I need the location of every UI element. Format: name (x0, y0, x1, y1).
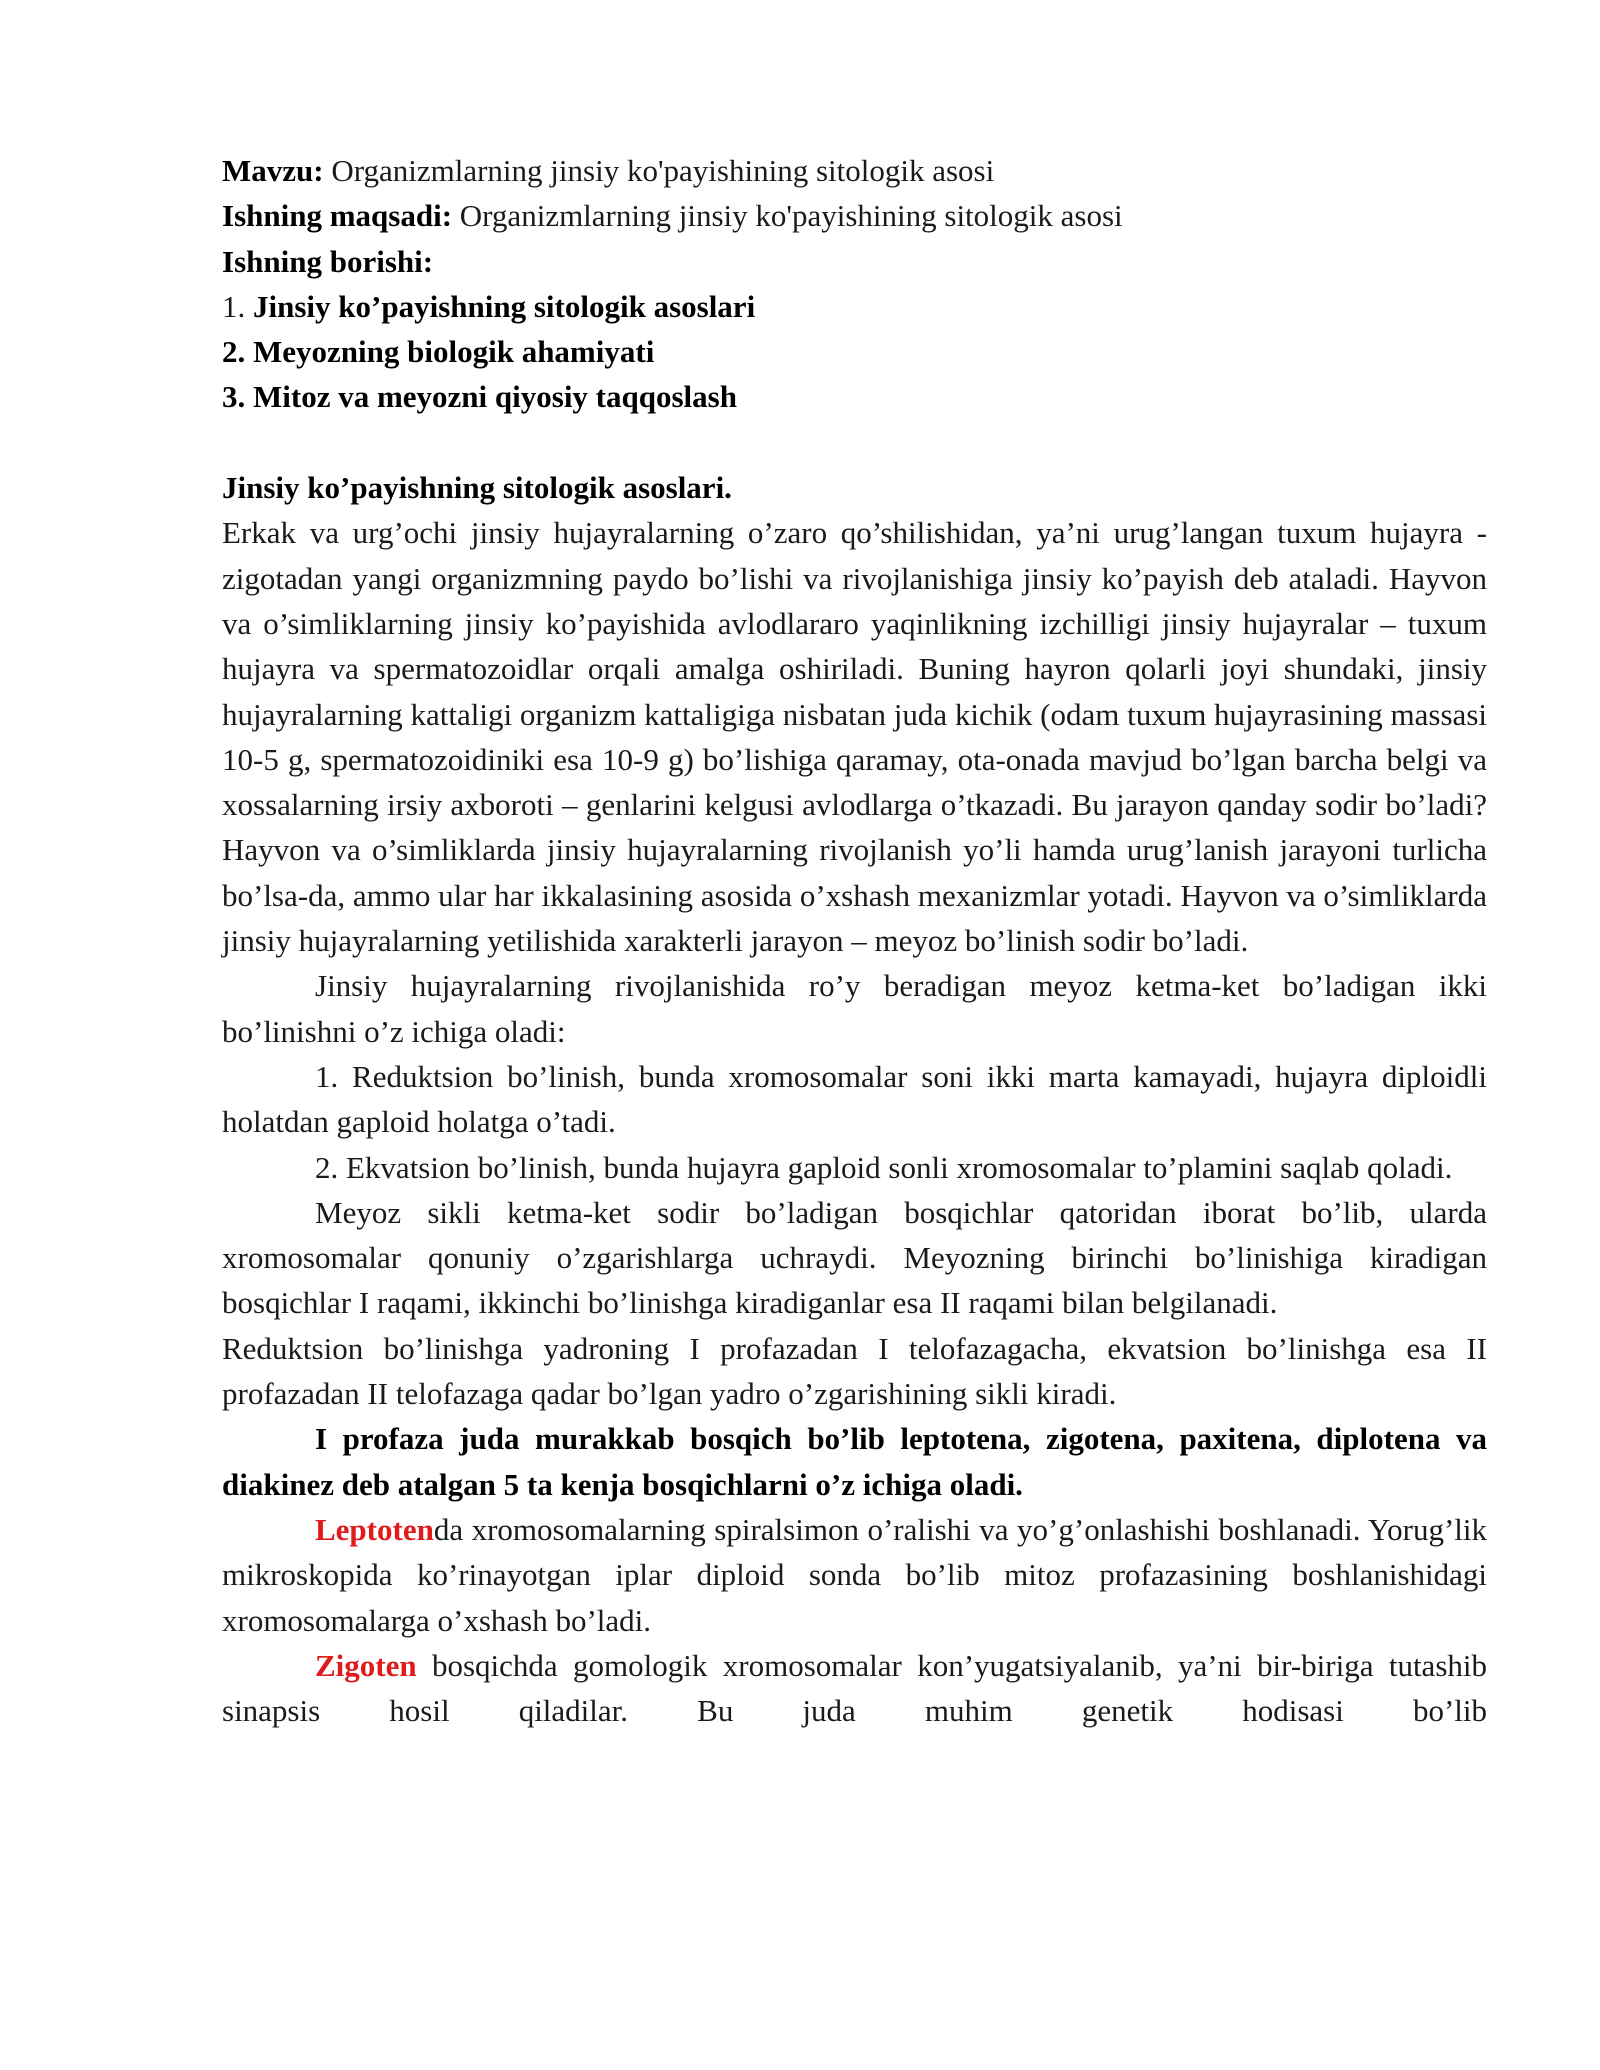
plan-item-3 (222, 374, 1487, 419)
topic-line (222, 148, 1487, 193)
paragraph-zygotene (222, 1643, 1487, 1734)
plan-item-1-number: 1. (222, 288, 253, 324)
paragraph-equation: 2. Ekvatsion bo’linish, bunda hujayra gaploid sonli xromosomalar to’plamini saqlab qoladi. (315, 1149, 1453, 1185)
topic-label: Mavzu: (222, 153, 324, 188)
topic-text: Organizmlarning jinsiy ko'payishining sitologik asosi (323, 153, 995, 188)
goal-line (222, 193, 1487, 238)
plan-item-1 (222, 284, 1487, 329)
plan-item-3-text: 3. Mitoz va meyozni qiyosiy taqqoslash (222, 379, 737, 415)
zygotene-term: Zigoten (315, 1647, 417, 1683)
procedure-heading (222, 239, 1487, 284)
blank-line (222, 420, 1487, 465)
paragraph-2: Jinsiy hujayralarning rivojlanishida ro’y beradigan meyoz ketma-ket bo’ladigan ikki bo’linishni o’z ichiga oladi: (222, 968, 1487, 1049)
prophase-text: I profaza juda murakkab bosqich bo’lib leptotena, zigotena, paxitena, diplotena va diakinez deb atalgan 5 ta kenja bosqichlarni o’z ichiga oladi. (222, 1421, 1487, 1502)
document-page (222, 148, 1487, 1733)
goal-label: Ishning maqsadi: (222, 198, 453, 234)
goal-text: Organizmlarning jinsiy ko'payishining sitologik asosi (452, 198, 1123, 234)
paragraph-reduction: 1. Reduktsion bo’linish, bunda xromosomalar soni ikki marta kamayadi, hujayra diploidli holatdan gaploid holatga o’tadi. (222, 1058, 1487, 1140)
paragraph-leptotene (222, 1507, 1487, 1643)
procedure-label: Ishning borishi: (222, 243, 434, 279)
paragraph-1: Erkak va urg’ochi jinsiy hujayralarning o’zaro qo’shilishidan, ya’ni urug’langan tuxum hujayra - zigotadan yangi organizmning paydo bo’lishi va rivojlanishiga jinsiy ko’payish deb ataladi. Hayvon va o’simliklarning jinsiy ko’payishida avlodlararo yaqinlikning izchilligi jinsiy hujayralar – tuxum hujayra va spermatozoidlar orqali amalga oshiriladi. Buning hayron qolarli joyi shundaki, jinsiy hujayralarning kattaligi organizm kattaligiga nisbatan juda kichik (odam tuxum hujayrasining massasi 10-5 g, spermatozoidiniki esa 10-9 g) bo’lishiga qaramay, ota-onada mavjud bo’lgan barcha belgi va xossalarning irsiy axboroti – genlarini kelgusi avlodlarga o’tkazadi. Bu jarayon qanday sodir bo’ladi? Hayvon va o’simliklarda jinsiy hujayralarning rivojlanish yo’li hamda urug’lanish jarayoni turlicha bo’lsa-da, ammo ular har ikkalasining asosida o’xshash mexanizmlar yotadi. Hayvon va o’simliklarda jinsiy hujayralarning yetilishida xarakterli jarayon – meyoz bo’linish sodir bo’ladi. (222, 515, 1487, 959)
zygotene-text: bosqichda gomologik xromosomalar kon’yugatsiyalanib, ya’ni bir-biriga tutashib sinapsis hosil qiladilar. Bu juda muhim genetik hodisasi bo’lib (222, 1647, 1487, 1729)
section-heading-text: Jinsiy ko’payishning sitologik asoslari. (222, 470, 732, 506)
paragraph-prophase (222, 1416, 1487, 1507)
plan-item-2-text: 2. Meyozning biologik ahamiyati (222, 334, 655, 370)
plan-item-1-text: Jinsiy ko’payishning sitologik asoslari (253, 288, 756, 324)
plan-item-2 (222, 329, 1487, 374)
paragraph-division-phases: Reduktsion bo’linishga yadroning I profazadan I telofazagacha, ekvatsion bo’linishga esa II profazadan II telofazaga qadar bo’lgan yadro o’zgarishining sikli kiradi. (222, 1330, 1487, 1412)
paragraph-meiosis-cycle: Meyoz sikli ketma-ket sodir bo’ladigan bosqichlar qatoridan iborat bo’lib, ularda xromosomalar qonuniy o’zgarishlarga uchraydi. Meyozning birinchi bo’linishiga kiradigan bosqichlar I raqami, ikkinchi bo’linishga kiradiganlar esa II raqami bilan belgilanadi. (222, 1194, 1487, 1321)
leptotene-term: Leptoten (315, 1511, 434, 1547)
section-heading (222, 465, 1487, 510)
leptotene-text: da xromosomalarning spiralsimon o’ralishi va yo’g’onlashishi boshlanadi. Yorug’lik mikroskopida ko’rinayotgan iplar diploid sonda bo’lib mitoz profazasining boshlanishidagi xromosomalarga o’xshash bo’ladi. (222, 1511, 1487, 1638)
